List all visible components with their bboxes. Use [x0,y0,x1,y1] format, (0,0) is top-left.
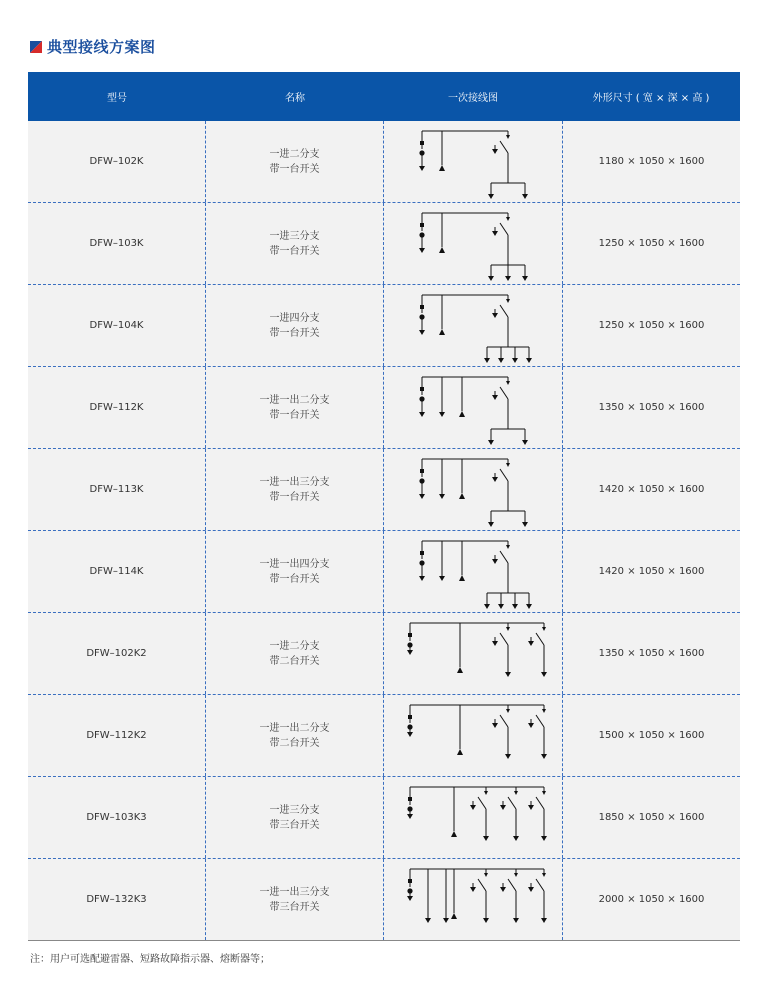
fuse-icon [420,469,424,473]
arrow-down-icon [407,896,413,901]
arrow-down-icon [419,576,425,581]
ground-triangle-icon [457,749,463,755]
switch-arrow-icon [514,791,518,795]
switch-arrow-icon [506,627,510,631]
fuse-icon [419,478,424,483]
model-cell [28,449,205,530]
arrow-down-icon [419,330,425,335]
table-row [28,448,740,530]
arrow-down-icon [500,887,506,892]
switch-blade [500,715,508,727]
name-cell [205,777,383,858]
wiring-diagram [384,121,562,202]
switch-blade [508,797,516,809]
ground-triangle-icon [459,493,465,499]
name-cell [205,121,383,202]
header-diagram: 一次接线图 [448,93,498,104]
wiring-diagram [384,859,562,940]
wiring-diagram [384,449,562,530]
size-text: 1250 × 1050 × 1600 [598,238,705,249]
arrow-down-icon [512,604,518,609]
name-cell [205,695,383,776]
arrow-down-icon [419,248,425,253]
name-line-1: 一进二分支 [269,148,320,160]
wiring-diagram [384,777,562,858]
arrow-down-icon [541,918,547,923]
name-cell [205,449,383,530]
ground-triangle-icon [459,575,465,581]
name-cell [205,531,383,612]
model-text: DFW–104K [89,320,144,331]
size-cell [562,859,740,940]
switch-blade [478,797,486,809]
section-title [30,36,156,57]
arrow-down-icon [513,918,519,923]
size-text: 1180 × 1050 × 1600 [598,156,705,167]
footnote: 注：用户可选配避雷器、短路故障指示器、熔断器等； [30,954,270,965]
model-text: DFW–102K2 [86,648,147,659]
model-text: DFW–132K3 [86,894,147,905]
fuse-icon [407,642,412,647]
arrow-down-icon [528,887,534,892]
table-row [28,530,740,612]
name-line-1: 一进一出三分支 [259,886,330,898]
switch-blade [500,141,508,153]
arrow-down-icon [513,836,519,841]
switch-blade [500,633,508,645]
fuse-icon [419,396,424,401]
arrow-down-icon [498,358,504,363]
model-text: DFW–103K3 [86,812,147,823]
switch-blade [500,387,508,399]
fuse-icon [420,223,424,227]
name-line-2: 带二台开关 [269,737,320,749]
fuse-icon [408,797,412,801]
name-line-2: 带一台开关 [269,163,320,175]
arrow-down-icon [492,477,498,482]
fuse-icon [407,806,412,811]
arrow-down-icon [439,576,445,581]
arrow-down-icon [522,276,528,281]
name-cell [205,367,383,448]
arrow-down-icon [419,494,425,499]
arrow-down-icon [407,650,413,655]
wiring-diagram [384,531,562,612]
arrow-down-icon [425,918,431,923]
fuse-icon [408,879,412,883]
switch-arrow-icon [506,135,510,139]
size-text: 1420 × 1050 × 1600 [598,566,705,577]
table-row [28,858,740,940]
diagram-cell [383,203,562,284]
ground-triangle-icon [439,247,445,253]
size-text: 1350 × 1050 × 1600 [598,402,705,413]
switch-blade [500,305,508,317]
table-header [28,72,740,121]
name-line-1: 一进一出三分支 [259,476,330,488]
fuse-icon [408,633,412,637]
model-text: DFW–112K [89,402,144,413]
switch-blade [508,879,516,891]
fuse-icon [420,387,424,391]
switch-arrow-icon [542,791,546,795]
switch-arrow-icon [506,299,510,303]
arrow-down-icon [528,805,534,810]
switch-arrow-icon [542,709,546,713]
switch-arrow-icon [506,709,510,713]
arrow-down-icon [541,672,547,677]
arrow-down-icon [419,166,425,171]
fuse-icon [420,141,424,145]
size-cell [562,777,740,858]
size-cell [562,613,740,694]
arrow-down-icon [526,604,532,609]
name-cell [205,613,383,694]
size-cell [562,203,740,284]
name-line-1: 一进一出四分支 [259,558,330,570]
arrow-down-icon [498,604,504,609]
fuse-icon [420,551,424,555]
fuse-icon [419,150,424,155]
diagram-cell [383,449,562,530]
arrow-down-icon [500,805,506,810]
model-text: DFW–114K [89,566,144,577]
arrow-down-icon [483,836,489,841]
arrow-down-icon [541,754,547,759]
switch-arrow-icon [506,217,510,221]
model-cell [28,695,205,776]
name-line-2: 带一台开关 [269,573,320,585]
table-body [28,121,740,941]
table-row [28,202,740,284]
name-line-2: 带一台开关 [269,409,320,421]
table-row [28,284,740,366]
switch-blade [500,551,508,563]
page-title: 典型接线方案图 [47,38,156,56]
ground-triangle-icon [451,831,457,837]
wiring-diagram [384,203,562,284]
arrow-down-icon [492,559,498,564]
arrow-down-icon [492,723,498,728]
size-text: 1250 × 1050 × 1600 [598,320,705,331]
wiring-diagram [384,695,562,776]
switch-arrow-icon [542,627,546,631]
fuse-icon [420,305,424,309]
wiring-scheme-table [28,72,740,941]
model-cell [28,777,205,858]
switch-arrow-icon [514,873,518,877]
switch-blade [478,879,486,891]
name-line-1: 一进一出二分支 [259,394,330,406]
arrow-down-icon [439,412,445,417]
name-cell [205,203,383,284]
diagram-cell [383,777,562,858]
name-cell [205,859,383,940]
arrow-down-icon [488,522,494,527]
ground-triangle-icon [439,165,445,171]
model-text: DFW–103K [89,238,144,249]
arrow-down-icon [512,358,518,363]
arrow-down-icon [528,723,534,728]
diagram-cell [383,695,562,776]
arrow-down-icon [492,395,498,400]
model-cell [28,531,205,612]
wiring-diagram [384,367,562,448]
switch-blade [536,633,544,645]
arrow-down-icon [443,918,449,923]
name-line-1: 一进三分支 [269,804,320,816]
arrow-down-icon [488,276,494,281]
arrow-down-icon [407,814,413,819]
switch-blade [536,797,544,809]
ground-triangle-icon [457,667,463,673]
fuse-icon [419,314,424,319]
table-row [28,612,740,694]
size-cell [562,531,740,612]
fuse-icon [407,724,412,729]
switch-arrow-icon [484,873,488,877]
arrow-down-icon [528,641,534,646]
diagram-cell [383,531,562,612]
arrow-down-icon [522,194,528,199]
arrow-down-icon [505,754,511,759]
size-text: 1500 × 1050 × 1600 [598,730,705,741]
arrow-down-icon [522,522,528,527]
size-cell [562,449,740,530]
model-text: DFW–102K [89,156,144,167]
switch-arrow-icon [506,545,510,549]
name-line-2: 带三台开关 [269,819,320,831]
size-text: 1420 × 1050 × 1600 [598,484,705,495]
switch-blade [500,469,508,481]
diagram-cell [383,367,562,448]
arrow-down-icon [484,604,490,609]
arrow-down-icon [526,358,532,363]
header-model: 型号 [107,93,127,104]
name-line-2: 带一台开关 [269,245,320,257]
name-line-1: 一进二分支 [269,640,320,652]
wiring-diagram [384,613,562,694]
table-row [28,694,740,776]
fuse-icon [408,715,412,719]
arrow-down-icon [522,440,528,445]
name-cell [205,285,383,366]
arrow-down-icon [492,149,498,154]
size-cell [562,367,740,448]
arrow-down-icon [505,672,511,677]
title-flag-icon [30,41,42,53]
switch-blade [536,715,544,727]
arrow-down-icon [407,732,413,737]
name-line-2: 带三台开关 [269,901,320,913]
name-line-2: 带一台开关 [269,327,320,339]
arrow-down-icon [484,358,490,363]
model-cell [28,203,205,284]
switch-arrow-icon [506,463,510,467]
model-cell [28,367,205,448]
name-line-2: 带二台开关 [269,655,320,667]
arrow-down-icon [492,231,498,236]
size-text: 2000 × 1050 × 1600 [598,894,705,905]
arrow-down-icon [470,887,476,892]
header-name: 名称 [285,93,305,104]
model-text: DFW–112K2 [86,730,147,741]
model-text: DFW–113K [89,484,144,495]
switch-arrow-icon [484,791,488,795]
model-cell [28,859,205,940]
diagram-cell [383,613,562,694]
arrow-down-icon [492,641,498,646]
model-cell [28,613,205,694]
table-row [28,366,740,448]
fuse-icon [407,888,412,893]
table-row [28,776,740,858]
arrow-down-icon [439,494,445,499]
size-text: 1850 × 1050 × 1600 [598,812,705,823]
ground-triangle-icon [459,411,465,417]
fuse-icon [419,232,424,237]
arrow-down-icon [488,194,494,199]
header-size: 外形尺寸 ( 宽 × 深 × 高 ) [592,93,710,104]
diagram-cell [383,859,562,940]
model-cell [28,121,205,202]
switch-arrow-icon [542,873,546,877]
arrow-down-icon [505,276,511,281]
switch-blade [536,879,544,891]
arrow-down-icon [470,805,476,810]
model-cell [28,285,205,366]
diagram-cell [383,285,562,366]
fuse-icon [419,560,424,565]
size-cell [562,285,740,366]
arrow-down-icon [419,412,425,417]
table-row [28,121,740,202]
switch-blade [500,223,508,235]
wiring-diagram [384,285,562,366]
arrow-down-icon [541,836,547,841]
diagram-cell [383,121,562,202]
name-line-1: 一进一出二分支 [259,722,330,734]
size-text: 1350 × 1050 × 1600 [598,648,705,659]
name-line-2: 带一台开关 [269,491,320,503]
name-line-1: 一进三分支 [269,230,320,242]
arrow-down-icon [483,918,489,923]
arrow-down-icon [492,313,498,318]
size-cell [562,695,740,776]
name-line-1: 一进四分支 [269,312,320,324]
ground-triangle-icon [451,913,457,919]
switch-arrow-icon [506,381,510,385]
ground-triangle-icon [439,329,445,335]
size-cell [562,121,740,202]
arrow-down-icon [488,440,494,445]
